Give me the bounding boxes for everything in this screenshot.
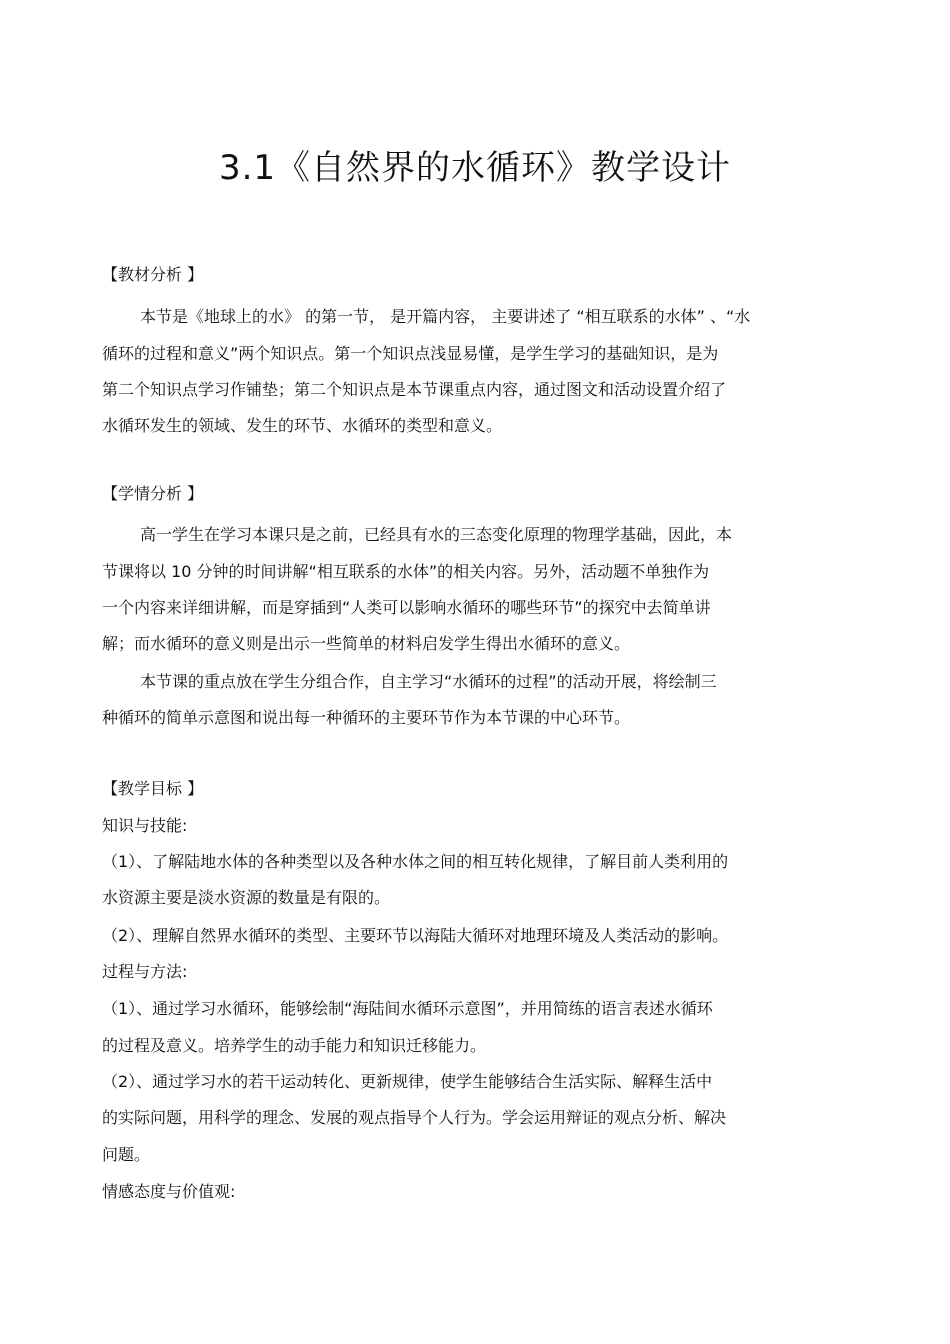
section-heading-goals: 【教学目标 】: [102, 779, 204, 798]
paragraph-line: 水循环发生的领域、发生的环节、水循环的类型和意义。: [102, 416, 503, 435]
paragraph-line: （1）、了解陆地水体的各种类型以及各种水体之间的相互转化规律，了解目前人类利用的: [102, 852, 729, 871]
paragraph-line: 节课将以 10 分钟的时间讲解“相互联系的水体”的相关内容。另外，活动题不单独作为: [102, 562, 710, 581]
document-title: 3.1《自然界的水循环》教学设计: [218, 148, 732, 188]
paragraph-line: 循环的过程和意义”两个知识点。第一个知识点浅显易懂，是学生学习的基础知识，是为: [102, 344, 719, 363]
paragraph-line: 一个内容来详细讲解，而是穿插到“人类可以影响水循环的哪些环节”的探究中去简单讲: [102, 598, 711, 617]
subheading-attitude: 情感态度与价值观:: [102, 1182, 236, 1201]
section-heading-student: 【学情分析 】: [102, 484, 204, 503]
paragraph-line: 的实际问题，用科学的理念、发展的观点指导个人行为。学会运用辩证的观点分析、解决: [102, 1108, 727, 1127]
paragraph-line: （1）、通过学习水循环，能够绘制“海陆间水循环示意图”，并用简练的语言表述水循环: [102, 999, 713, 1018]
subheading-knowledge: 知识与技能:: [102, 816, 188, 835]
paragraph-line: 第二个知识点学习作铺垫；第二个知识点是本节课重点内容，通过图文和活动设置介绍了: [102, 380, 727, 399]
paragraph-line: 高一学生在学习本课只是之前，已经具有水的三态变化原理的物理学基础，因此，本: [140, 525, 733, 544]
paragraph-line: 的过程及意义。培养学生的动手能力和知识迁移能力。: [102, 1036, 487, 1055]
section-heading-material: 【教材分析 】: [102, 265, 204, 284]
paragraph-line: （2）、理解自然界水循环的类型、主要环节以海陆大循环对地理环境及人类活动的影响。: [102, 926, 729, 945]
paragraph-line: （2）、通过学习水的若干运动转化、更新规律，使学生能够结合生活实际、解释生活中: [102, 1072, 713, 1091]
paragraph-line: 本节是《地球上的水》 的第一节， 是开篇内容， 主要讲述了 “相互联系的水体” 、“水: [140, 307, 751, 326]
paragraph-line: 种循环的简单示意图和说出每一种循环的主要环节作为本节课的中心环节。: [102, 708, 631, 727]
paragraph-line: 水资源主要是淡水资源的数量是有限的。: [102, 888, 391, 907]
paragraph-line: 解；而水循环的意义则是出示一些简单的材料启发学生得出水循环的意义。: [102, 634, 631, 653]
paragraph-line: 本节课的重点放在学生分组合作，自主学习“水循环的过程”的活动开展，将绘制三: [140, 672, 717, 691]
paragraph-line: 问题。: [102, 1145, 151, 1164]
subheading-process: 过程与方法:: [102, 962, 188, 981]
